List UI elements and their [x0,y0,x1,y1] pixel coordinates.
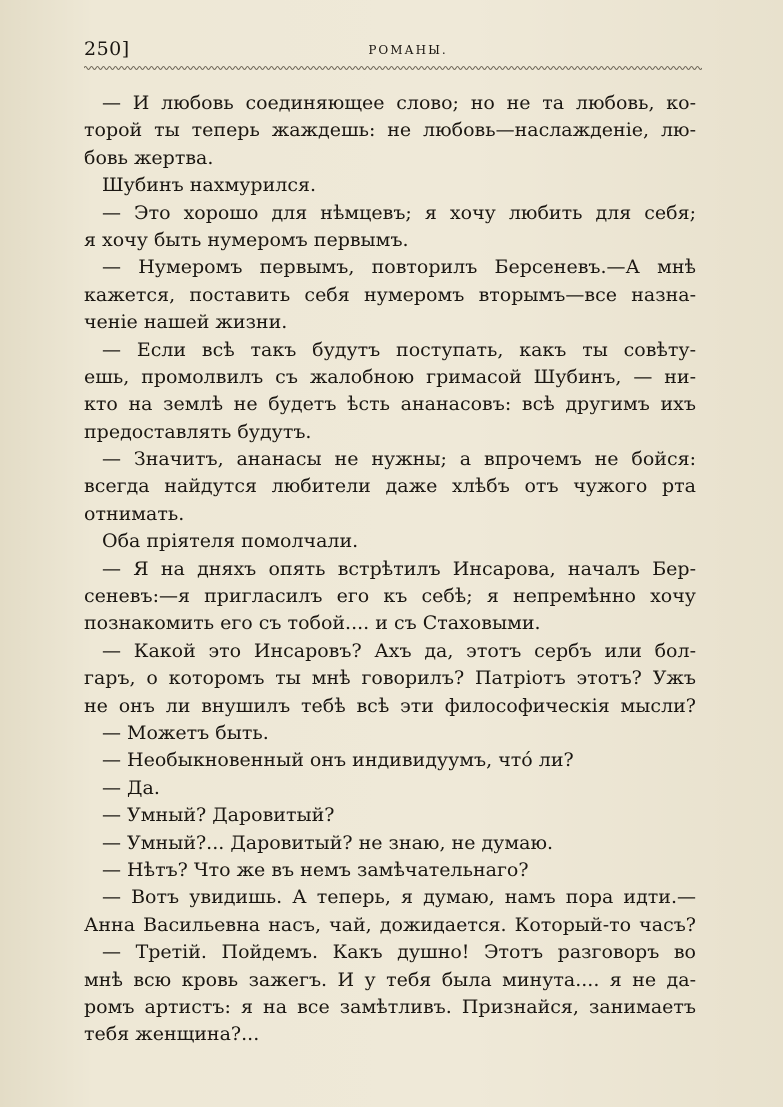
text-line: всегда найдутся любители даже хлѣбъ отъ чужого рта [84,475,696,498]
text-line: — И любовь соединяющее слово; но не та любовь, ко- [102,92,696,114]
text-line: тебя женщина?... [84,1023,260,1046]
text-line: я хочу быть нумеромъ первымъ. [84,228,409,251]
text-line: — Да. [102,776,160,799]
text-line: — Я на дняхъ опять встрѣтилъ Инсарова, началъ Бер- [102,557,696,580]
text-line: кто на землѣ не будетъ ѣсть ананасовъ: всѣ другимъ ихъ [84,393,696,416]
text-line: ченіе нашей жизни. [84,311,288,334]
text-line: мнѣ всю кровь зажегъ. И у тебя была минута.... я не да- [84,968,696,991]
text-line: — Можетъ быть. [102,721,269,744]
text-line: гаръ, о которомъ ты мнѣ говорилъ? Патріотъ этотъ? Ужъ [84,667,696,690]
page-header [84,38,704,64]
text-line: — Умный? Даровитый? [102,804,335,827]
text-line: предоставлять будутъ. [84,420,312,443]
text-line: ешь, промолвилъ съ жалобною гримасой Шубинъ, — ни- [84,365,696,388]
text-line: — Если всѣ такъ будутъ поступать, какъ ты совѣту- [102,338,696,361]
page-number: 250] [84,38,130,60]
text-line: — Какой это Инсаровъ? Ахъ да, этотъ сербъ или бол- [102,639,696,662]
text-line: бовь жертва. [84,146,214,169]
text-line: не онъ ли внушилъ тебѣ всѣ эти философическія мысли? [84,694,696,717]
text-line: торой ты теперь жаждешь: не любовь—наслажденіе, лю- [84,119,696,142]
text-line: ромъ артистъ: я на все замѣтливъ. Признайся, занимаетъ [84,995,696,1018]
text-line: — Третій. Пойдемъ. Какъ душно! Этотъ разговоръ во [102,941,696,964]
text-line: — Это хорошо для нѣмцевъ; я хочу любить для себя; [102,201,696,224]
running-title: РОМАНЫ. [368,43,448,57]
text-line: — Значитъ, ананасы не нужны; а впрочемъ не бойся: [102,448,696,471]
text-line: познакомить его съ тобой.... и съ Стаховыми. [84,612,541,635]
body-text [84,90,696,1049]
text-line: — Вотъ увидишь. А теперь, я думаю, намъ пора идти.— [102,886,696,909]
text-line: — Нумеромъ первымъ, повторилъ Берсеневъ.—А мнѣ [102,256,696,279]
text-line: Шубинъ нахмурился. [102,174,316,197]
text-line: Оба пріятеля помолчали. [102,530,359,553]
text-line: — Нѣтъ? Что же въ немъ замѣчательнаго? [102,858,529,881]
text-line: Анна Васильевна насъ, чай, дожидается. Который-то часъ? [84,913,696,936]
text-line: — Умный?... Даровитый? не знаю, не думаю. [102,831,554,854]
text-line: — Необыкновенный онъ индивидуумъ, что́ ли? [102,749,574,772]
header-wavy-rule [84,64,702,72]
text-line: кажется, поставить себя нумеромъ вторымъ—все назна- [84,283,696,306]
text-line: отнимать. [84,502,185,525]
text-line: сеневъ:—я пригласилъ его къ себѣ; я непремѣнно хочу [84,585,696,608]
